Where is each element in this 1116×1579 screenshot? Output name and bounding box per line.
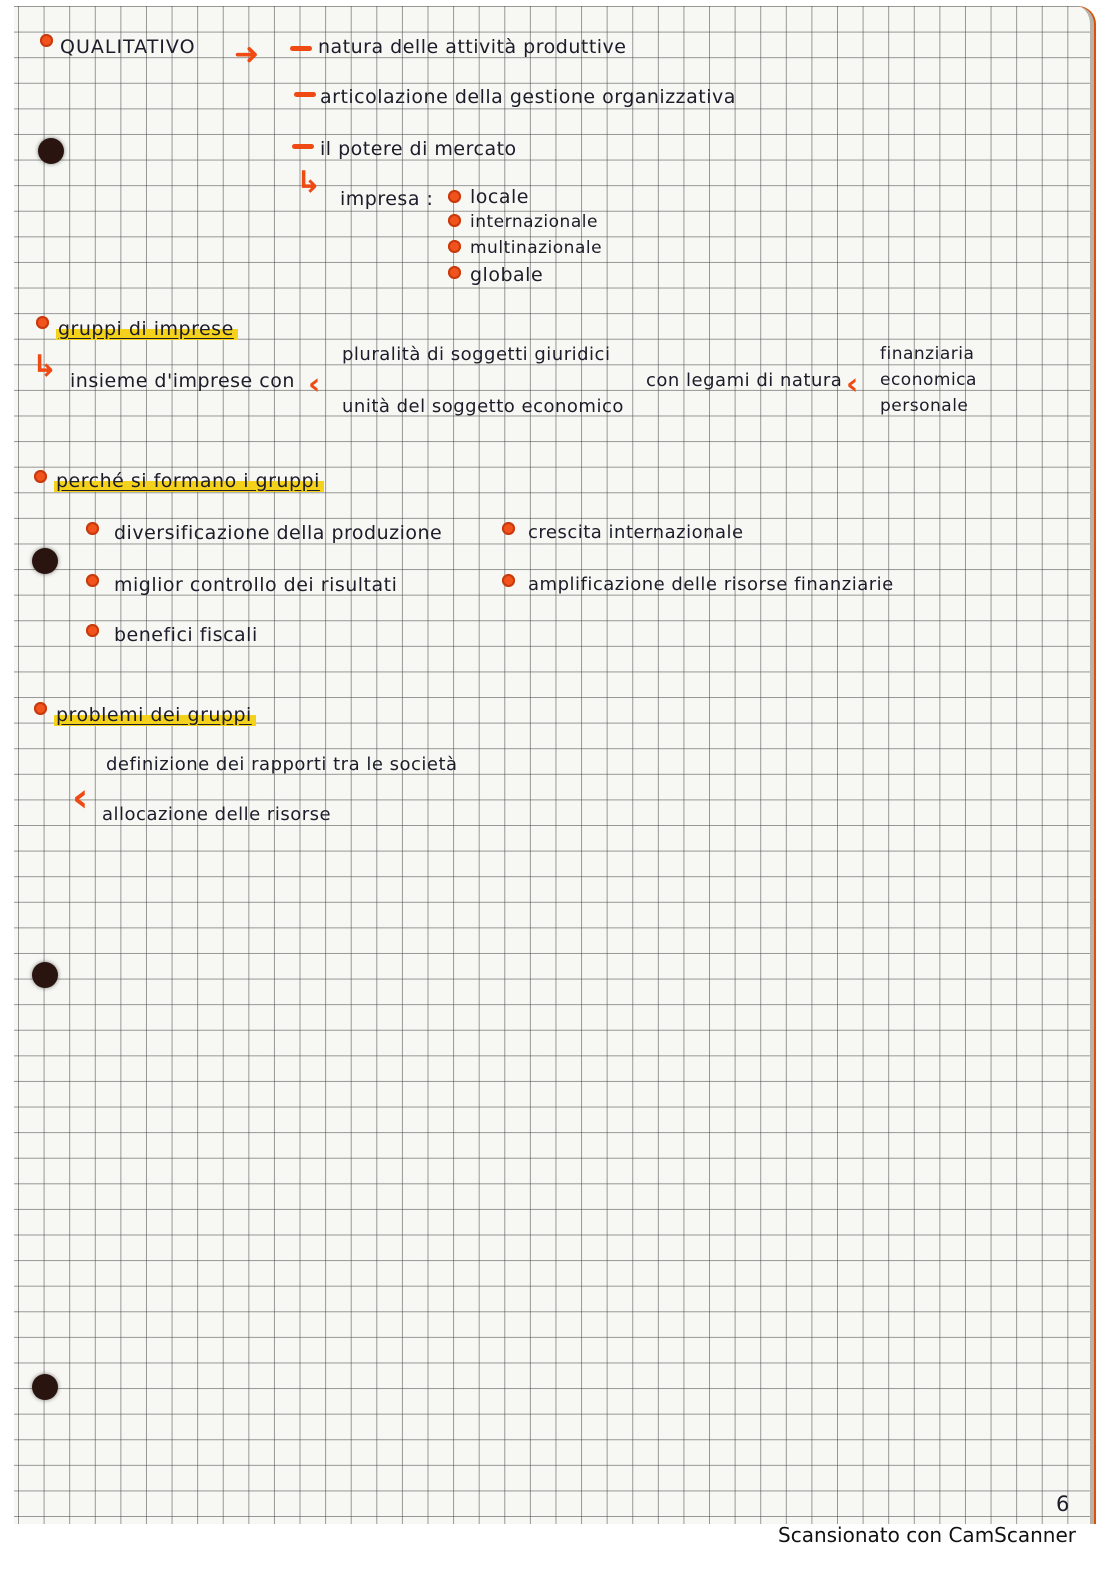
bullet-dot-icon — [448, 214, 461, 227]
problem-item: definizione dei rapporti tra le società — [106, 754, 458, 775]
bullet-dot-icon — [34, 702, 47, 715]
chevron-left-icon: ‹ — [846, 367, 859, 402]
link-type: finanziaria — [880, 344, 975, 364]
section1-item: natura delle attività produttive — [318, 36, 627, 58]
bullet-dot-icon — [502, 574, 515, 587]
impresa-type: internazionale — [470, 212, 598, 232]
bullet-dot-icon — [86, 574, 99, 587]
section4-heading: problemi dei gruppi — [54, 706, 256, 725]
section2-heading: gruppi di imprese — [56, 320, 238, 339]
bullet-dot-icon — [86, 624, 99, 637]
section1-item: articolazione della gestione organizzativa — [320, 86, 736, 108]
problem-item: allocazione delle risorse — [102, 804, 332, 825]
bullet-dot-icon — [34, 470, 47, 483]
arrow-right-icon: ➜ — [234, 37, 260, 72]
bullet-dot-icon — [448, 266, 461, 279]
impresa-label: impresa : — [340, 188, 434, 210]
punch-hole — [32, 1374, 58, 1400]
notebook-page — [14, 6, 1094, 1524]
link-type: personale — [880, 396, 969, 416]
reason-item: diversificazione della produzione — [114, 522, 443, 544]
dash-icon — [290, 46, 312, 51]
link-type: economica — [880, 370, 977, 390]
reason-item: crescita internazionale — [528, 522, 744, 543]
section1-heading: QUALITATIVO — [60, 36, 196, 58]
section1-item: il potere di mercato — [320, 138, 517, 160]
reason-item: miglior controllo dei risultati — [114, 574, 398, 596]
curved-arrow-icon: ↳ — [32, 349, 58, 384]
bullet-dot-icon — [40, 34, 53, 47]
section2-definition: insieme d'imprese con — [70, 370, 295, 392]
bullet-dot-icon — [86, 522, 99, 535]
section3-heading: perché si formano i gruppi — [54, 472, 324, 491]
punch-hole — [38, 138, 64, 164]
section2-feature: pluralità di soggetti giuridici — [342, 344, 611, 365]
punch-hole — [32, 548, 58, 574]
reason-item: benefici fiscali — [114, 624, 258, 646]
bullet-dot-icon — [36, 316, 49, 329]
punch-hole — [32, 962, 58, 988]
section2-feature: unità del soggetto economico — [342, 396, 624, 417]
impresa-type: globale — [470, 264, 544, 286]
curved-arrow-icon: ↳ — [296, 165, 322, 200]
impresa-type: multinazionale — [470, 238, 603, 258]
section2-links-label: con legami di natura — [646, 370, 843, 391]
impresa-type: locale — [470, 186, 529, 208]
dash-icon — [292, 144, 314, 149]
reason-item: amplificazione delle risorse finanziarie — [528, 574, 894, 595]
bullet-dot-icon — [502, 522, 515, 535]
dash-icon — [294, 92, 316, 97]
bullet-dot-icon — [448, 240, 461, 253]
chevron-left-icon: ‹ — [72, 775, 89, 821]
page-number: 6 — [1056, 1492, 1070, 1516]
bullet-dot-icon — [448, 190, 461, 203]
scanner-watermark: Scansionato con CamScanner — [778, 1523, 1076, 1547]
chevron-left-icon: ‹ — [308, 367, 321, 402]
